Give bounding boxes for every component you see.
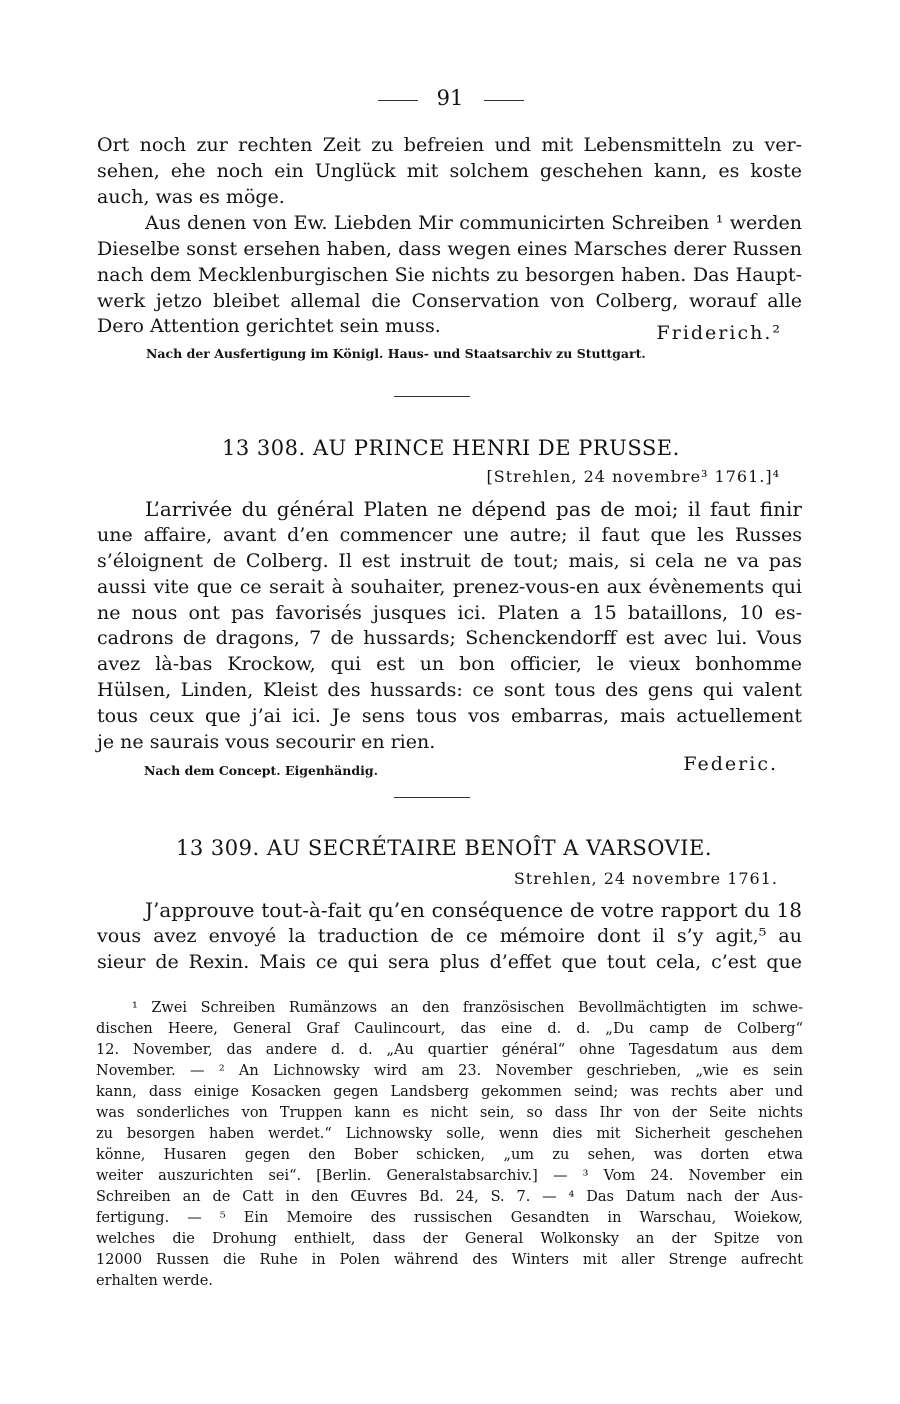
text-line: une affaire, avant d’en commencer une autre; il faut que les Russes: [97, 524, 802, 546]
text-line: J’approuve tout-à-fait qu’en conséquence de votre rapport du 18: [145, 898, 802, 922]
footnote-line: Schreiben an de Catt in den Œuvres Bd. 24, S. 7. — ⁴ Das Datum nach der Aus-: [96, 1189, 803, 1205]
text-line: Dero Attention gerichtet sein muss.: [97, 315, 441, 337]
footnote-line: könne, Husaren gegen den Bober schicken, „um zu sehen, was dorten etwa: [96, 1147, 803, 1163]
text-line: avez là-bas Krockow, qui est un bon officier, le vieux bonhomme: [97, 653, 802, 675]
letter-heading: 13 308. AU PRINCE HENRI DE PRUSSE.: [222, 436, 680, 460]
letter-heading: 13 309. AU SECRÉTAIRE BENOÎT A VARSOVIE.: [176, 836, 713, 860]
text-line: nach dem Mecklenburgischen Sie nichts zu besorgen haben. Das Haupt-: [97, 264, 802, 286]
text-line: aussi vite que ce serait à souhaiter, prenez-vous-en aux évènements qui: [97, 576, 802, 598]
footnote-line: was sonderliches von Truppen kann es nicht sein, so dass Ihr von der Seite nichts: [96, 1105, 803, 1121]
text-line: vous avez envoyé la traduction de ce mémoire dont il s’y agit,⁵ au: [97, 925, 802, 947]
header-rule-right: [484, 100, 524, 101]
footnote-line: ¹ Zwei Schreiben Rumänzows an den französischen Bevollmächtigten im schwe-: [132, 1000, 803, 1016]
footnote-line: zu besorgen haben werdet.“ Lichnowsky solle, wenn dies mit Sicherheit geschehen: [96, 1126, 803, 1142]
signature: Federic.: [683, 753, 778, 775]
text-line: sehen, ehe noch ein Unglück mit solchem geschehen kann, es koste: [97, 160, 802, 182]
footnote-line: weiter auszurichten sei“. [Berlin. Generalstabsarchiv.] — ³ Vom 24. November ein: [96, 1168, 803, 1184]
footnote-line: fertigung. — ⁵ Ein Memoire des russischen Gesandten in Warschau, Woiekow,: [96, 1210, 803, 1226]
signature: Friderich.²: [656, 322, 782, 344]
footnote-line: November. — ² An Lichnowsky wird am 23. November geschrieben, „wie es sein: [96, 1063, 803, 1079]
text-line: Aus denen von Ew. Liebden Mir communicirten Schreiben ¹ werden: [145, 212, 802, 234]
text-line: sieur de Rexin. Mais ce qui sera plus d’effet que tout cela, c’est que: [97, 951, 802, 973]
letter-dateline: [Strehlen, 24 novembre³ 1761.]⁴: [486, 467, 780, 486]
source-note: Nach dem Concept. Eigenhändig.: [144, 763, 378, 778]
text-line: je ne saurais vous secourir en rien.: [97, 731, 436, 753]
section-divider: [394, 396, 470, 397]
text-line: s’éloignent de Colberg. Il est instruit de tout; mais, si cela ne va pas: [97, 550, 802, 572]
text-line: Ort noch zur rechten Zeit zu befreien und mit Lebensmitteln zu ver-: [97, 134, 802, 156]
section-divider: [394, 797, 470, 798]
page-number: 91: [436, 86, 464, 110]
footnote-line: 12000 Russen die Ruhe in Polen während des Winters mit aller Strenge aufrecht: [96, 1252, 803, 1268]
footnote-line: erhalten werde.: [96, 1273, 213, 1289]
letter-dateline: Strehlen, 24 novembre 1761.: [513, 869, 778, 888]
header-rule-left: [378, 100, 418, 101]
text-line: auch, was es möge.: [97, 186, 285, 208]
text-line: Dieselbe sonst ersehen haben, dass wegen eines Marsches derer Russen: [97, 238, 802, 260]
text-line: ne nous ont pas favorisés jusques ici. Platen a 15 bataillons, 10 es-: [97, 602, 802, 624]
text-line: cadrons de dragons, 7 de hussards; Schenckendorff est avec lui. Vous: [97, 627, 802, 649]
footnote-line: kann, dass einige Kosacken gegen Landsberg gekommen seind; was rechts aber und: [96, 1084, 803, 1100]
source-note: Nach der Ausfertigung im Königl. Haus- und Staatsarchiv zu Stuttgart.: [146, 346, 646, 361]
text-line: werk jetzo bleibet allemal die Conservation von Colberg, worauf alle: [97, 290, 802, 312]
text-line: Hülsen, Linden, Kleist des hussards: ce sont tous des gens qui valent: [97, 679, 802, 701]
text-line: tous ceux que j’ai ici. Je sens tous vos embarras, mais actuellement: [97, 705, 802, 727]
text-line: L’arrivée du général Platen ne dépend pas de moi; il faut finir: [145, 497, 802, 521]
footnote-line: 12. November, das andere d. d. „Au quartier général“ ohne Tagesdatum aus dem: [96, 1042, 803, 1058]
footnote-line: welches die Drohung enthielt, dass der General Wolkonsky an der Spitze von: [96, 1231, 803, 1247]
footnote-line: dischen Heere, General Graf Caulincourt, das eine d. d. „Du camp de Colberg“: [96, 1021, 803, 1037]
